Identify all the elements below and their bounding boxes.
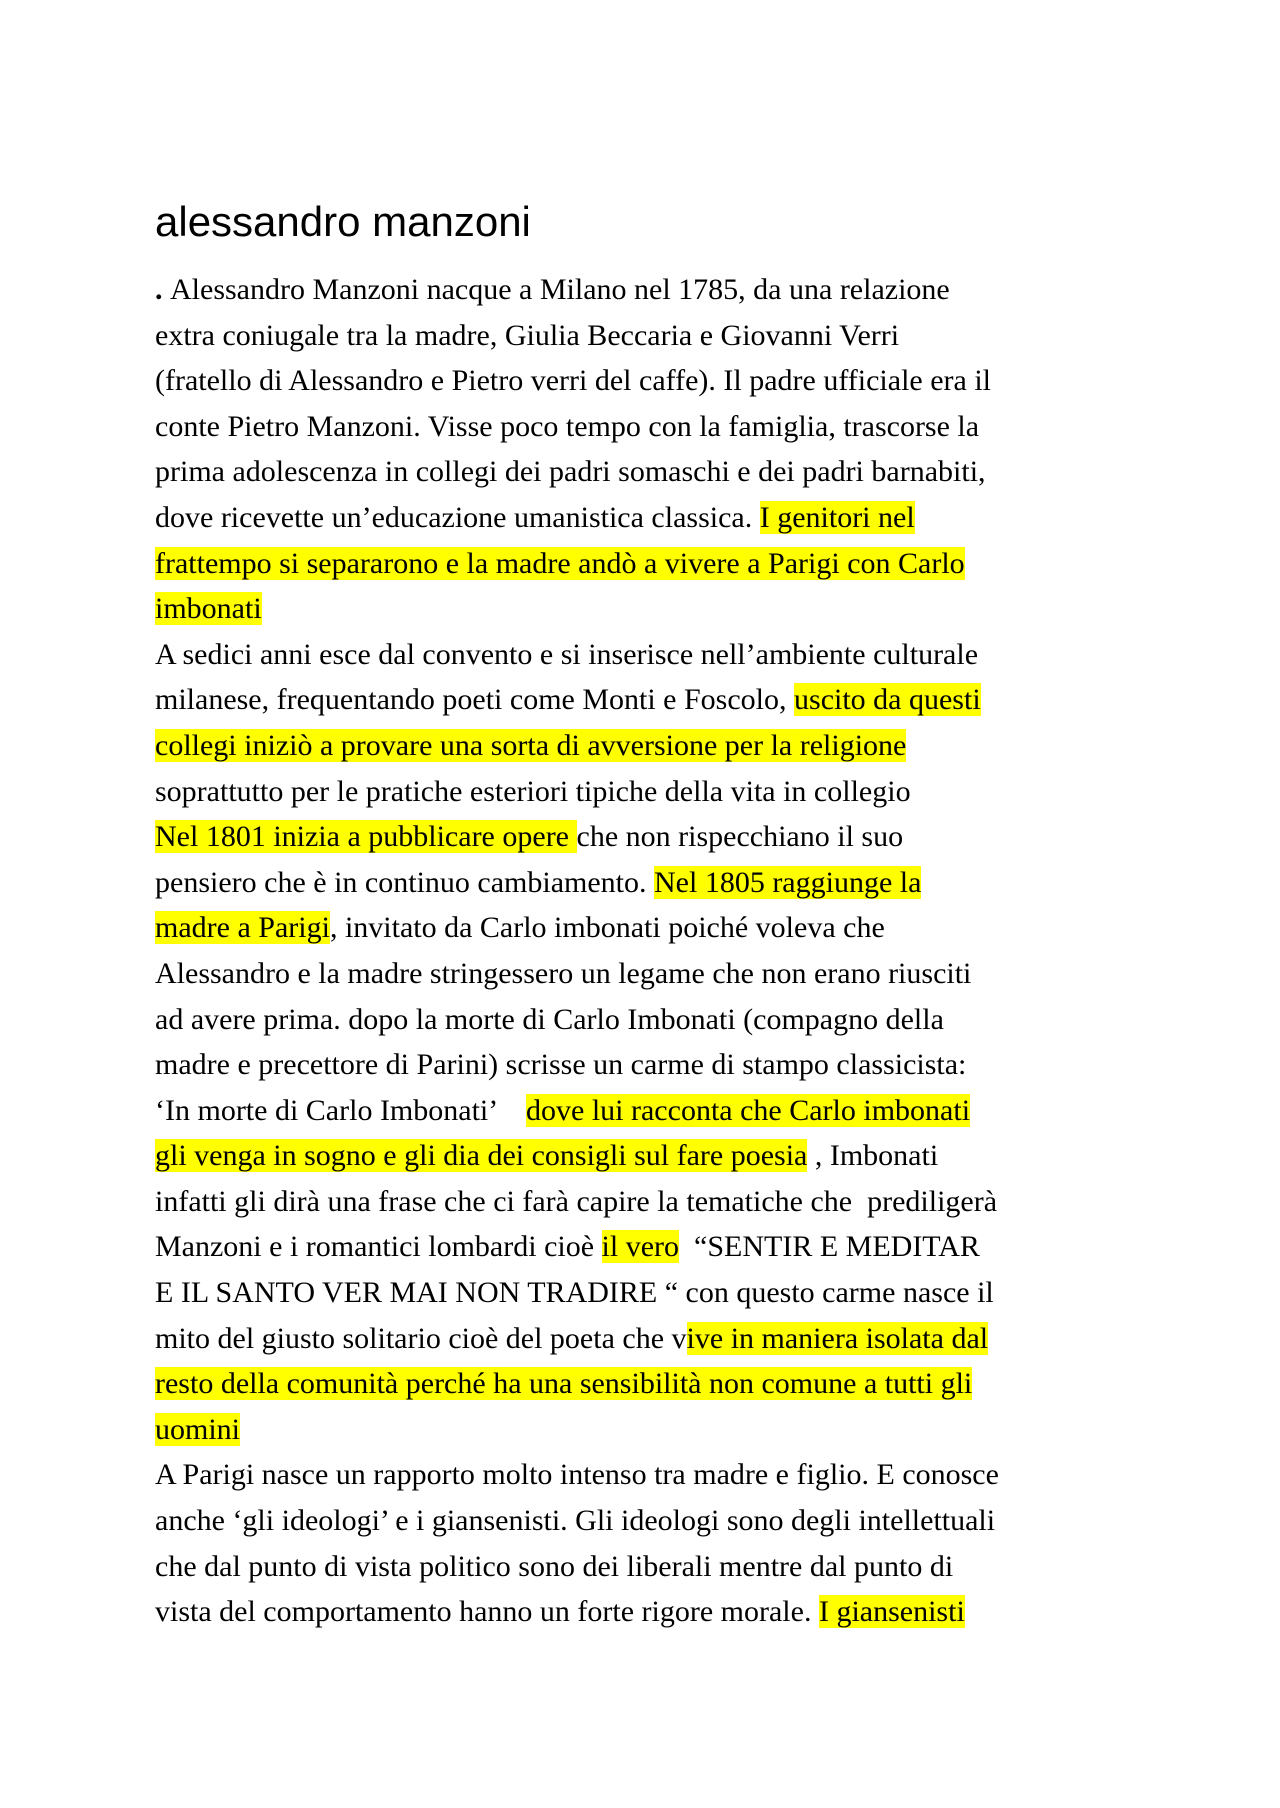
highlighted-text: madre a Parigi	[155, 911, 330, 945]
text-line	[155, 1042, 1165, 1088]
text-line	[155, 358, 1165, 404]
text-segment: , invitato da Carlo imbonati poiché voleva che	[329, 911, 885, 945]
text-line	[155, 541, 1165, 587]
text-segment: ‘In morte di Carlo Imbonati’	[155, 1093, 527, 1127]
text-line	[155, 769, 1165, 815]
text-line	[155, 586, 1165, 632]
text-line	[155, 1179, 1165, 1225]
text-line	[155, 1452, 1165, 1498]
text-line	[155, 1270, 1165, 1316]
text-line	[155, 677, 1165, 723]
text-segment: dove ricevette un’educazione umanistica classica.	[155, 500, 760, 534]
text-segment: Alessandro Manzoni nacque a Milano nel 1785, da una relazione	[170, 273, 950, 306]
text-segment: vista del comportamento hanno un forte rigore morale.	[155, 1595, 819, 1629]
text-line	[155, 404, 1165, 450]
text-line	[155, 951, 1165, 997]
text-segment: conte Pietro Manzoni. Visse poco tempo con la famiglia, trascorse la	[155, 409, 980, 443]
text-line	[155, 723, 1165, 769]
highlighted-text: gli venga in sogno e gli dia dei consigli sul fare poesia	[155, 1139, 808, 1173]
text-segment: E IL SANTO VER MAI NON TRADIRE “ con questo carme nasce il	[155, 1276, 994, 1310]
highlighted-text: uscito da questi	[794, 683, 981, 717]
text-segment: “SENTIR E MEDITAR	[679, 1230, 980, 1264]
highlighted-text: I giansenisti	[818, 1595, 965, 1629]
text-line	[155, 313, 1165, 359]
bullet-mark: .	[155, 273, 170, 306]
text-segment: Manzoni e i romantici lombardi cioè	[155, 1230, 602, 1264]
text-line	[155, 1316, 1165, 1362]
text-line	[155, 495, 1165, 541]
text-segment: (fratello di Alessandro e Pietro verri del caffe). Il padre ufficiale era il	[155, 364, 992, 398]
text-line	[155, 1407, 1165, 1453]
text-line	[155, 449, 1165, 495]
text-line	[155, 997, 1165, 1043]
highlighted-text: dove lui racconta che Carlo imbonati	[526, 1093, 971, 1127]
text-segment: A Parigi nasce un rapporto molto intenso tra madre e figlio. E conosce	[155, 1458, 999, 1492]
text-segment: , Imbonati	[807, 1139, 939, 1173]
text-segment: che dal punto di vista politico sono dei liberali mentre dal punto di	[155, 1549, 954, 1583]
highlighted-text: Nel 1801 inizia a pubblicare opere	[155, 820, 577, 854]
highlighted-text: frattempo si separarono e la madre andò a vivere a Parigi con Carlo	[155, 546, 965, 580]
text-line	[155, 267, 1165, 313]
text-line	[155, 814, 1165, 860]
text-segment: A sedici anni esce dal convento e si inserisce nell’ambiente culturale	[155, 637, 979, 671]
highlighted-text: Nel 1805 raggiunge la	[654, 865, 922, 899]
text-segment: pensiero che è in continuo cambiamento.	[155, 865, 654, 899]
highlighted-text: collegi iniziò a provare una sorta di avversione per la religione	[155, 728, 907, 762]
highlighted-text: ive in maniera isolata dal	[686, 1321, 989, 1355]
document-body	[155, 267, 1165, 1635]
text-segment: mito del giusto solitario cioè del poeta che v	[155, 1321, 687, 1355]
text-line	[155, 860, 1165, 906]
text-segment: ad avere prima. dopo la morte di Carlo Imbonati (compagno della	[155, 1002, 944, 1036]
text-segment: extra coniugale tra la madre, Giulia Beccaria e Giovanni Verri	[155, 318, 900, 352]
highlighted-text: resto della comunità perché ha una sensibilità non comune a tutti gli	[155, 1367, 973, 1401]
text-line	[155, 1361, 1165, 1407]
text-segment: soprattutto per le pratiche esteriori tipiche della vita in collegio	[155, 774, 911, 808]
document-title: alessandro manzoni	[155, 198, 531, 245]
highlighted-text: I genitori nel	[759, 500, 915, 534]
text-segment: milanese, frequentando poeti come Monti e Foscolo,	[155, 683, 795, 717]
text-line	[155, 632, 1165, 678]
text-line	[155, 905, 1165, 951]
text-segment: anche ‘gli ideologi’ e i giansenisti. Gli ideologi sono degli intellettuali	[155, 1504, 996, 1538]
text-segment: Alessandro e la madre stringessero un legame che non erano riusciti	[155, 956, 972, 990]
text-segment: che non rispecchiano il suo	[576, 820, 904, 854]
text-line	[155, 1088, 1165, 1134]
text-line	[155, 1133, 1165, 1179]
text-line	[155, 1498, 1165, 1544]
text-line	[155, 1589, 1165, 1635]
text-segment: prima adolescenza in collegi dei padri somaschi e dei padri barnabiti,	[155, 455, 986, 489]
highlighted-text: imbonati	[155, 592, 262, 626]
text-line	[155, 1544, 1165, 1590]
text-segment: madre e precettore di Parini) scrisse un carme di stampo classicista:	[155, 1048, 967, 1082]
highlighted-text: uomini	[155, 1412, 241, 1446]
highlighted-text: il vero	[601, 1230, 680, 1264]
text-segment: infatti gli dirà una frase che ci farà capire la tematiche che prediligerà	[155, 1184, 998, 1218]
text-line	[155, 1224, 1165, 1270]
